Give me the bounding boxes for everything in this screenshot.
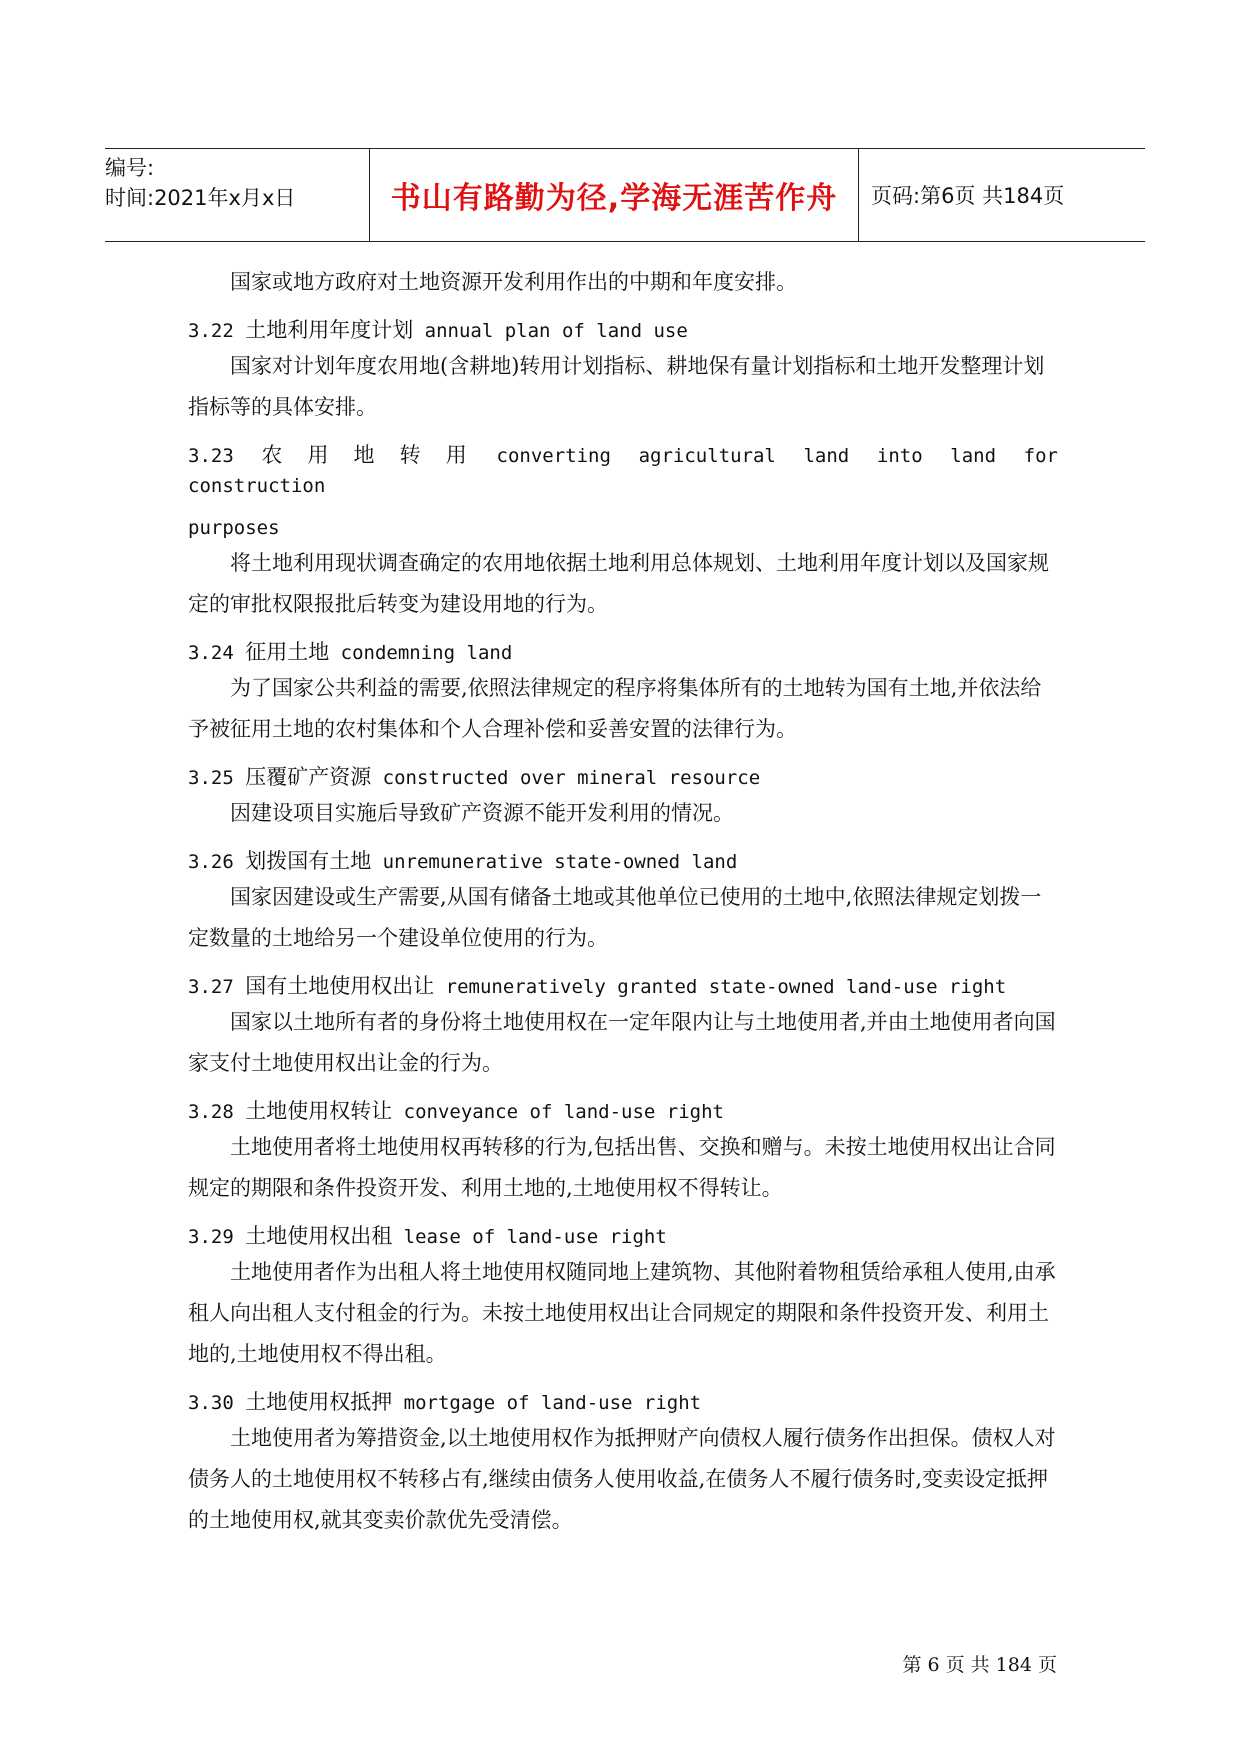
- section-heading: [188, 315, 1058, 346]
- term-chinese: 土地使用权转让: [245, 1099, 393, 1123]
- section-heading: [188, 1096, 1058, 1127]
- section-number: 3.29: [188, 1226, 234, 1248]
- paragraph: 将土地利用现状调查确定的农用地依据土地利用总体规划、土地利用年度计划以及国家规定的审批权限报批后转变为建设用地的行为。: [188, 551, 1049, 616]
- term-english: condemning land: [340, 642, 513, 664]
- section-number: 3.28: [188, 1101, 234, 1123]
- section-number: 3.27: [188, 976, 234, 998]
- section-heading: [188, 637, 1058, 668]
- section-heading: [188, 1387, 1058, 1418]
- paragraph: 土地使用者作为出租人将土地使用权随同地上建筑物、其他附着物租赁给承租人使用,由承租人向出租人支付租金的行为。未按土地使用权出让合同规定的期限和条件投资开发、利用土地的,土地使用权不得出租。: [188, 1260, 1056, 1366]
- term-english: conveyance of land-use right: [403, 1101, 724, 1123]
- section-number: 3.23: [188, 445, 234, 467]
- paragraph: 国家对计划年度农用地(含耕地)转用计划指标、耕地保有量计划指标和土地开发整理计划指标等的具体安排。: [188, 354, 1045, 419]
- time-label: 时间:2021年x月x日: [105, 186, 296, 210]
- term-english: lease of land-use right: [403, 1226, 667, 1248]
- section-number: 3.24: [188, 642, 234, 664]
- term-english-continued: purposes: [188, 517, 280, 539]
- section-heading: [188, 846, 1058, 877]
- paragraph: 国家因建设或生产需要,从国有储备土地或其他单位已使用的土地中,依照法律规定划拨一定数量的土地给另一个建设单位使用的行为。: [188, 885, 1042, 950]
- term-chinese: 土地使用权出租: [245, 1224, 393, 1248]
- motto: 书山有路勤为径,学海无涯苦作舟: [370, 149, 859, 241]
- paragraph: 为了国家公共利益的需要,依照法律规定的程序将集体所有的土地转为国有土地,并依法给予被征用土地的农村集体和个人合理补偿和妥善安置的法律行为。: [188, 676, 1042, 741]
- term-chinese: 土地使用权抵押: [245, 1390, 393, 1414]
- term-chinese: 农 用 地 转 用: [261, 443, 469, 467]
- section-number: 3.26: [188, 851, 234, 873]
- term-english: annual plan of land use: [424, 320, 688, 342]
- section-heading: [188, 762, 1058, 793]
- header-left-cell: [105, 149, 370, 241]
- term-chinese: 划拨国有土地: [245, 849, 372, 873]
- section-heading: [188, 971, 1058, 1002]
- term-chinese: 国有土地使用权出让: [245, 974, 435, 998]
- term-chinese: 压覆矿产资源: [245, 765, 372, 789]
- page-footer: 第 6 页 共 184 页: [902, 1654, 1057, 1676]
- term-chinese: 征用土地: [245, 640, 330, 664]
- page-header: [105, 148, 1145, 242]
- section-heading: [188, 1221, 1058, 1252]
- document-body: [188, 262, 1058, 1541]
- section-number: 3.30: [188, 1392, 234, 1414]
- paragraph: 因建设项目实施后导致矿产资源不能开发利用的情况。: [230, 801, 734, 825]
- paragraph: 土地使用者为筹措资金,以土地使用权作为抵押财产向债权人履行债务作出担保。债权人对债务人的土地使用权不转移占有,继续由债务人使用收益,在债务人不履行债务时,变卖设定抵押的土地使用权,就其变卖价款优先受清偿。: [188, 1426, 1056, 1532]
- page-info: 页码:第6页 共184页: [871, 184, 1065, 208]
- term-english: constructed over mineral resource: [382, 767, 761, 789]
- section-number: 3.25: [188, 767, 234, 789]
- term-english: mortgage of land-use right: [403, 1392, 702, 1414]
- term-english: unremunerative state-owned land: [382, 851, 738, 873]
- paragraph: 土地使用者将土地使用权再转移的行为,包括出售、交换和赠与。未按土地使用权出让合同规定的期限和条件投资开发、利用土地的,土地使用权不得转让。: [188, 1135, 1056, 1200]
- paragraph: 国家或地方政府对土地资源开发利用作出的中期和年度安排。: [230, 270, 797, 294]
- section-heading: [188, 440, 1058, 501]
- term-english: converting agricultural land into land for construction: [188, 445, 1058, 497]
- term-english: remuneratively granted state-owned land-use right: [445, 976, 1007, 998]
- term-chinese: 土地利用年度计划: [245, 318, 414, 342]
- number-label: 编号:: [105, 156, 155, 180]
- section-number: 3.22: [188, 320, 234, 342]
- paragraph: 国家以土地所有者的身份将土地使用权在一定年限内让与土地使用者,并由土地使用者向国家支付土地使用权出让金的行为。: [188, 1010, 1056, 1075]
